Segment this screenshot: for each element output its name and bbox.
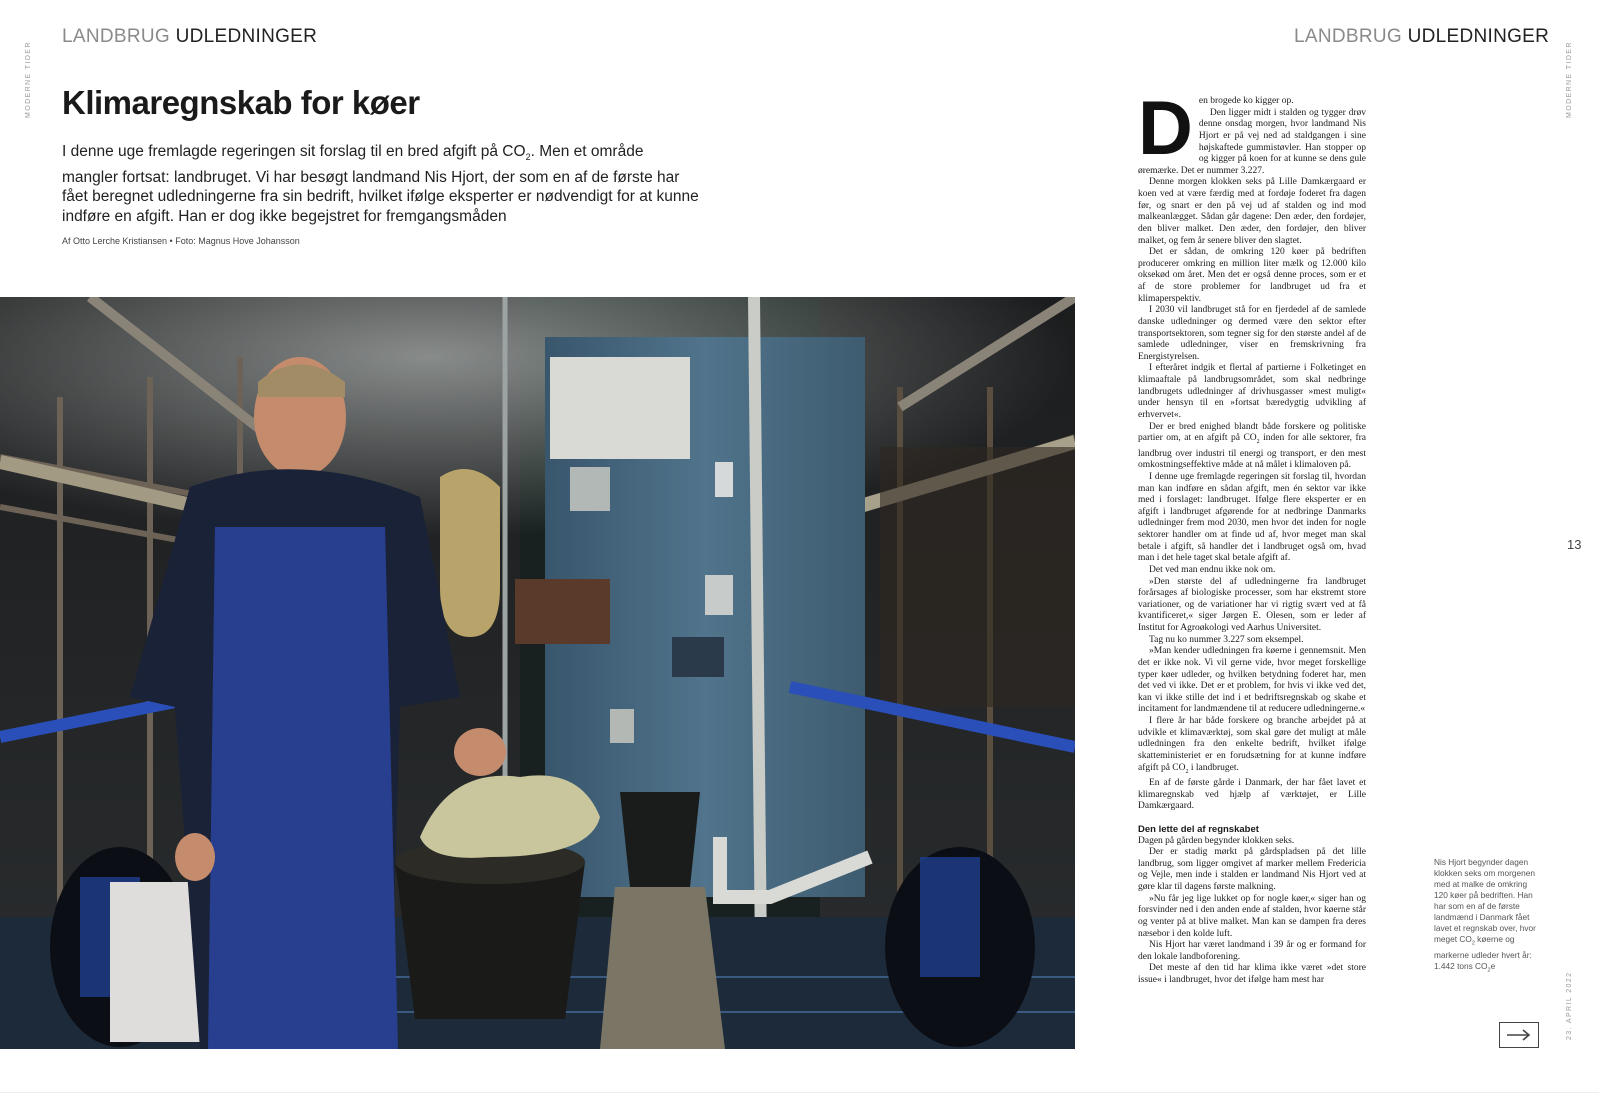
rubric-category: LANDBRUG — [62, 26, 170, 47]
rubric-category: LANDBRUG — [1294, 26, 1402, 47]
body-paragraph: Der er stadig mørkt på gårdspladsen på det lille landbrug, som ligger omgivet af marker mellem Fredericia og Vejle, men inde i stalden er landmand Nis Hjort ved at gøre klar til dagens første malkning. — [1138, 847, 1366, 893]
body-paragraph: »Man kender udledningen fra køerne i gennemsnit. Men det er ikke nok. Vi vil gerne vide, hvor meget forskellige typer køer udleder, og hvilken betydning foderet har, men det ved vi ikke. Det er et problem, for hvis vi ikke ved det, kan vi ikke stille det ind i et bedriftsregnskab og skabe et incitament for landmændene til at reducere udledningerne.« — [1138, 646, 1366, 715]
body-paragraph: Den ligger midt i stalden og tygger drøv denne onsdag morgen, hvor landmand Nis Hjort er på vej ned ad staldgangen i sine højskaftede gummistøvler. Han stopper op og kigger på koen for at kunne se dens gule øremærke. Det er nummer 3.227. — [1138, 107, 1366, 176]
section-rubric-left — [62, 26, 317, 48]
article-title: Klimaregnskab for køer — [62, 84, 420, 121]
body-paragraph: I denne uge fremlagde regeringen sit forslag til, hvordan man kan indføre en sådan afgift, men én sektor var ikke med i forslaget: landbruget. Ifølge flere eksperter er en afgift i landbruget afgørende for at nedbringe Danmarks udledninger frem mod 2030, men hvor det inden for nogle sektorer handler om at finde ud af, hvor meget man skal betale i afgift, så handler det i landbruget også om, hvad man i det hele taget skal betale afgift af. — [1138, 471, 1366, 564]
body-paragraph: Denne morgen klokken seks på Lille Damkærgaard er koen ved at være færdig med at fordøje foderet fra dagen før, og snart er den på vej ud af stalden og ind mod malkeanlægget. Sådan går dagene: Den æder, den fordøjer, den bliver malket. Den æder, den fordøjer, den bliver malket, og fem år senere bliver den slagtet. — [1138, 177, 1366, 246]
rubric-topic: UDLEDNINGER — [175, 26, 318, 47]
publication-name-left: MODERNE TIDER — [25, 41, 32, 118]
photo-caption: Nis Hjort begynder dagen klokken seks om morgenen med at malke de omkring 120 køer på bedriften. Han har som en af de første landmænd i Danmark fået lavet et regnskab over, hvor meget $CO_2$ køerne og markerne udleder hvert år: 1.442 tons $CO_2e$ — [1434, 857, 1536, 974]
section-rubric-right — [1294, 26, 1549, 48]
body-paragraph: Tag nu ko nummer 3.227 som eksempel. — [1149, 634, 1304, 645]
body-paragraph: Nis Hjort har været landmand i 39 år og er formand for den lokale landboforening. — [1138, 940, 1366, 962]
body-paragraph: »Nu får jeg lige lukket op for nogle køer,« siger han og forsvinder ned i den anden ende af stalden, hvor køerne står og venter på at blive malket. Man kan se dampen fra deres næsebor i den kolde luft. — [1138, 893, 1366, 939]
article-photo — [0, 297, 1075, 1049]
article-lead: I denne uge fremlagde regeringen sit forslag til en bred afgift på $CO_2$. Men et område mangler fortsat: landbruget. Vi har besøgt landmand Nis Hjort, der som en af de første har fået beregnet udledningerne fra sin bedrift, hvilket ifølge eksperter er nødvendigt for at kunne indføre en afgift. Han er dog ikke begejstret for fremgangsmåden — [62, 143, 699, 225]
arrow-right-icon — [1504, 1028, 1534, 1042]
publication-name-right: MODERNE TIDER — [1566, 41, 1573, 118]
body-paragraph: Det meste af den tid har klima ikke været »det store issue« i landbruget, hvor det ifølge ham mest har — [1138, 963, 1366, 986]
body-paragraph: En af de første gårde i Danmark, der har fået lavet et klimaregnskab ved hjælp af værktøjet, er Lille Damkærgaard. — [1138, 778, 1366, 812]
byline: Af Otto Lerche Kristiansen • Foto: Magnus Hove Johansson — [62, 236, 300, 246]
page-bottom-rule — [0, 1092, 1599, 1093]
rubric-topic: UDLEDNINGER — [1407, 26, 1550, 47]
next-page-button[interactable] — [1499, 1022, 1539, 1048]
body-paragraph: I efteråret indgik et flertal af partierne i Folketinget en klimaaftale på landbrugsområdet, som skal nedbringe landbrugets udledninger af drivhusgasser »mest muligt« under hensyn til en »fortsat bæredygtig udvikling af erhvervet«. — [1138, 363, 1366, 420]
body-paragraph: Det ved man endnu ikke nok om. — [1149, 564, 1276, 575]
body-paragraph: I flere år har både forskere og branche arbejdet på at udvikle et klimaværktøj, som skal gøre det muligt at måle udledningen fra den enkelte bedrift, hvilket ifølge skatteministeriet er en forudsætning for at kunne indføre afgift på $CO_2$ i landbruget. — [1138, 716, 1366, 775]
section-subheading: Den lette del af regnskabet — [1138, 823, 1259, 835]
body-paragraph: Der er bred enighed blandt både forskere og politiske partier om, at en afgift på $CO_2$ inden for alle sektorer, fra landbrug over industri til energi og transport, er den mest omkostningseffektive måde at nå målet i klimaloven på. — [1138, 421, 1366, 471]
body-paragraph: en brogede ko kigger op. — [1198, 96, 1294, 106]
body-paragraph: »Den største del af udledningerne fra landbruget forårsages af biologiske processer, som har ekstremt store variationer, og de variationer har vi rigtig svært ved at få kvantificeret,« siger Jørgen E. Olesen, som er leder af Institut for Agroøkologi ved Aarhus Universitet. — [1138, 576, 1366, 634]
page-number: 13 — [1567, 537, 1582, 552]
body-paragraph: Det er sådan, de omkring 120 køer på bedriften producerer omkring en million liter mælk og 12.000 kilo oksekød om året. Men det er også denne proces, som er et af de store problemer for landbruget ud fra et klimaperspektiv. — [1138, 247, 1366, 304]
body-paragraph: Dagen på gården begynder klokken seks. — [1138, 835, 1295, 846]
dropcap: D — [1138, 86, 1193, 171]
body-paragraph: I 2030 vil landbruget stå for en fjerdedel af de samlede danske udledninger og dermed være den sektor efter transportsektoren, som tegner sig for den største andel af de samlede udledninger, viser en fremskrivning fra Energistyrelsen. — [1138, 305, 1366, 362]
issue-date: 23. APRIL 2022 — [1566, 971, 1573, 1040]
article-body — [1138, 86, 1366, 987]
